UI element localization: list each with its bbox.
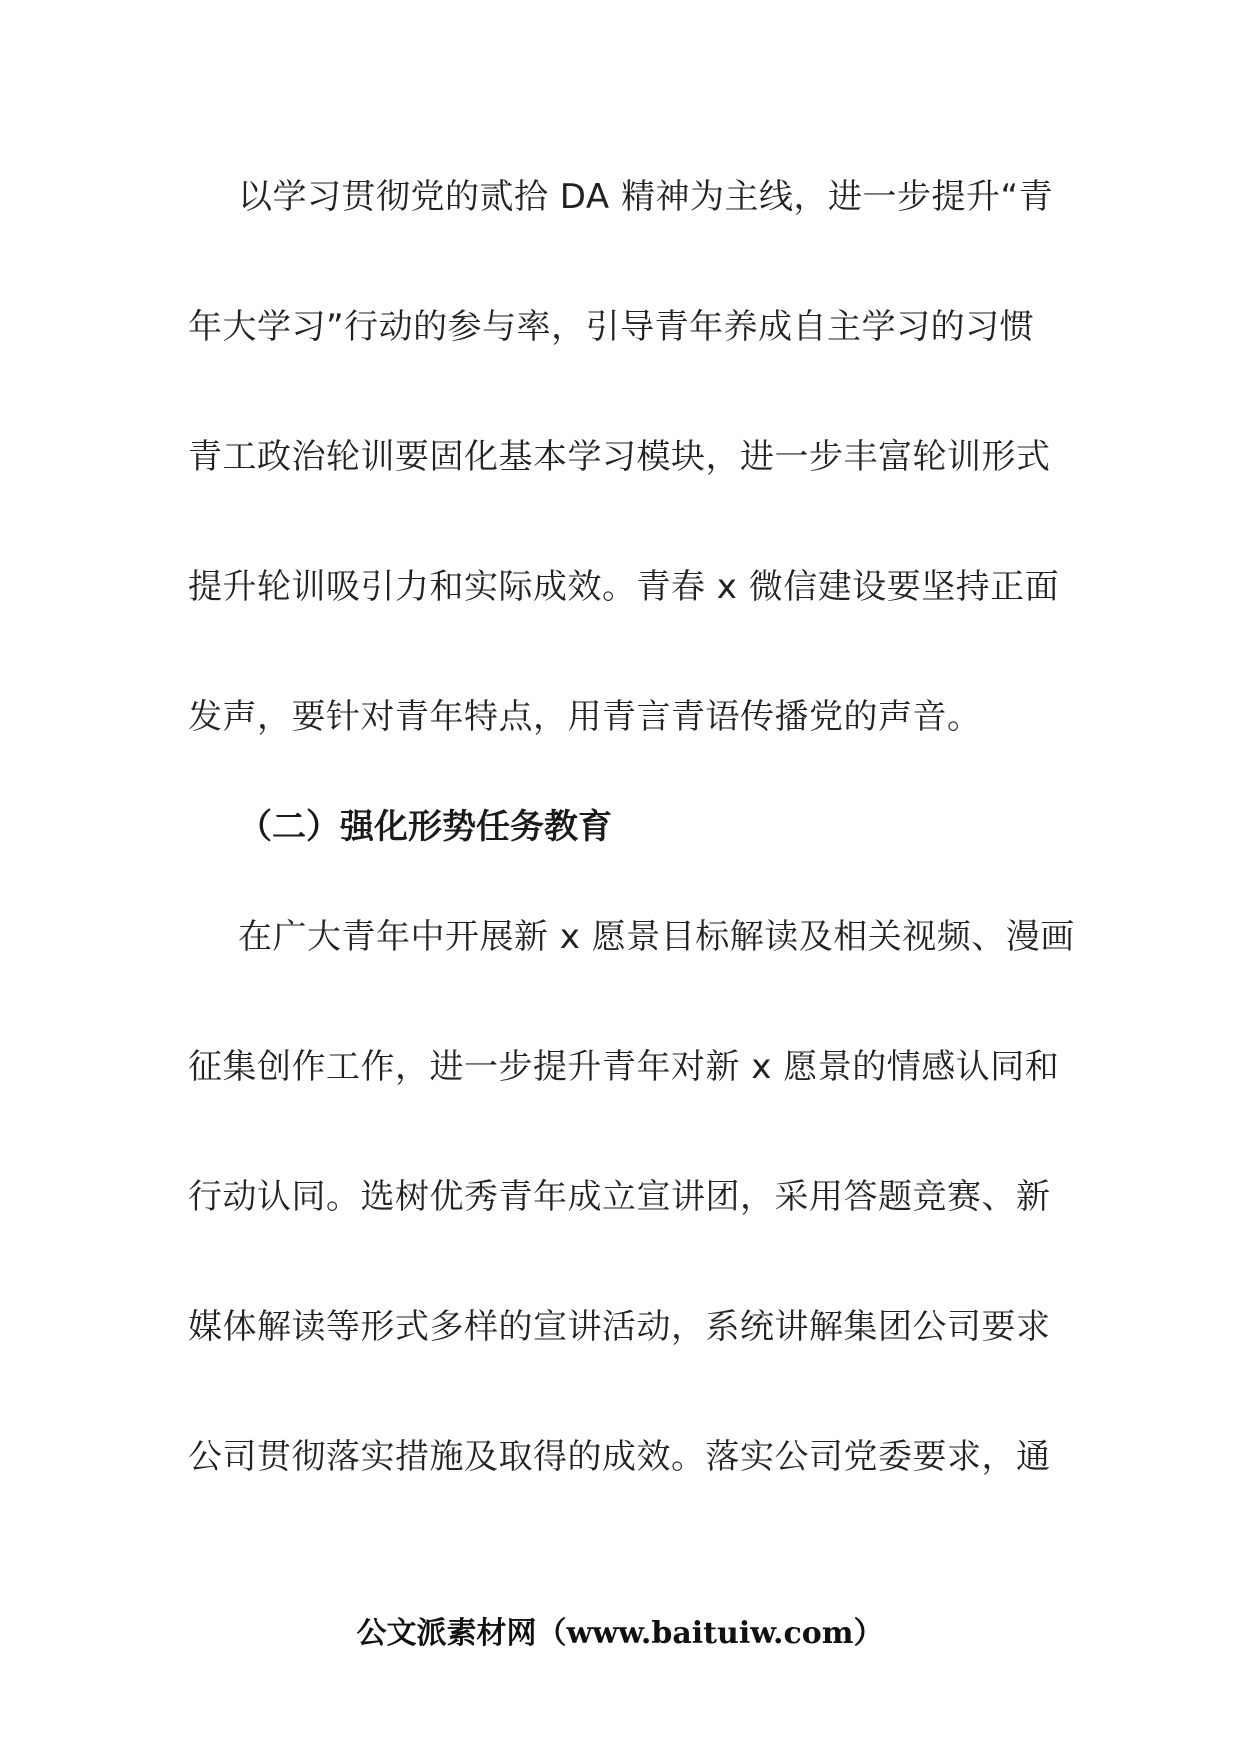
paragraph-1-line-3: 青工政治轮训要固化基本学习模块，进一步丰富轮训形式	[188, 437, 1051, 477]
paragraph-1-line-5: 发声，要针对青年特点，用青言青语传播党的声音。	[188, 697, 982, 737]
paragraph-1-line-2: 年大学习”行动的参与率，引导青年养成自主学习的习惯	[188, 307, 1035, 347]
paragraph-2-line-5: 公司贯彻落实措施及取得的成效。落实公司党委要求，通	[188, 1437, 1051, 1477]
footer-watermark: 公文派素材网（www.baituiw.com）	[356, 1616, 884, 1651]
paragraph-2-line-4: 媒体解读等形式多样的宣讲活动，系统讲解集团公司要求	[188, 1307, 1051, 1347]
section-heading: （二）强化形势任务教育	[238, 807, 612, 847]
paragraph-2-line-3: 行动认同。选树优秀青年成立宣讲团，采用答题竞赛、新	[188, 1177, 1051, 1217]
paragraph-1-line-1: 以学习贯彻党的贰拾 DA 精神为主线，进一步提升“青	[238, 177, 1054, 217]
paragraph-1-line-4: 提升轮训吸引力和实际成效。青春 x 微信建设要坚持正面	[188, 567, 1060, 607]
paragraph-2-line-1: 在广大青年中开展新 x 愿景目标解读及相关视频、漫画	[238, 917, 1075, 957]
paragraph-2-line-2: 征集创作工作，进一步提升青年对新 x 愿景的情感认同和	[188, 1047, 1060, 1087]
